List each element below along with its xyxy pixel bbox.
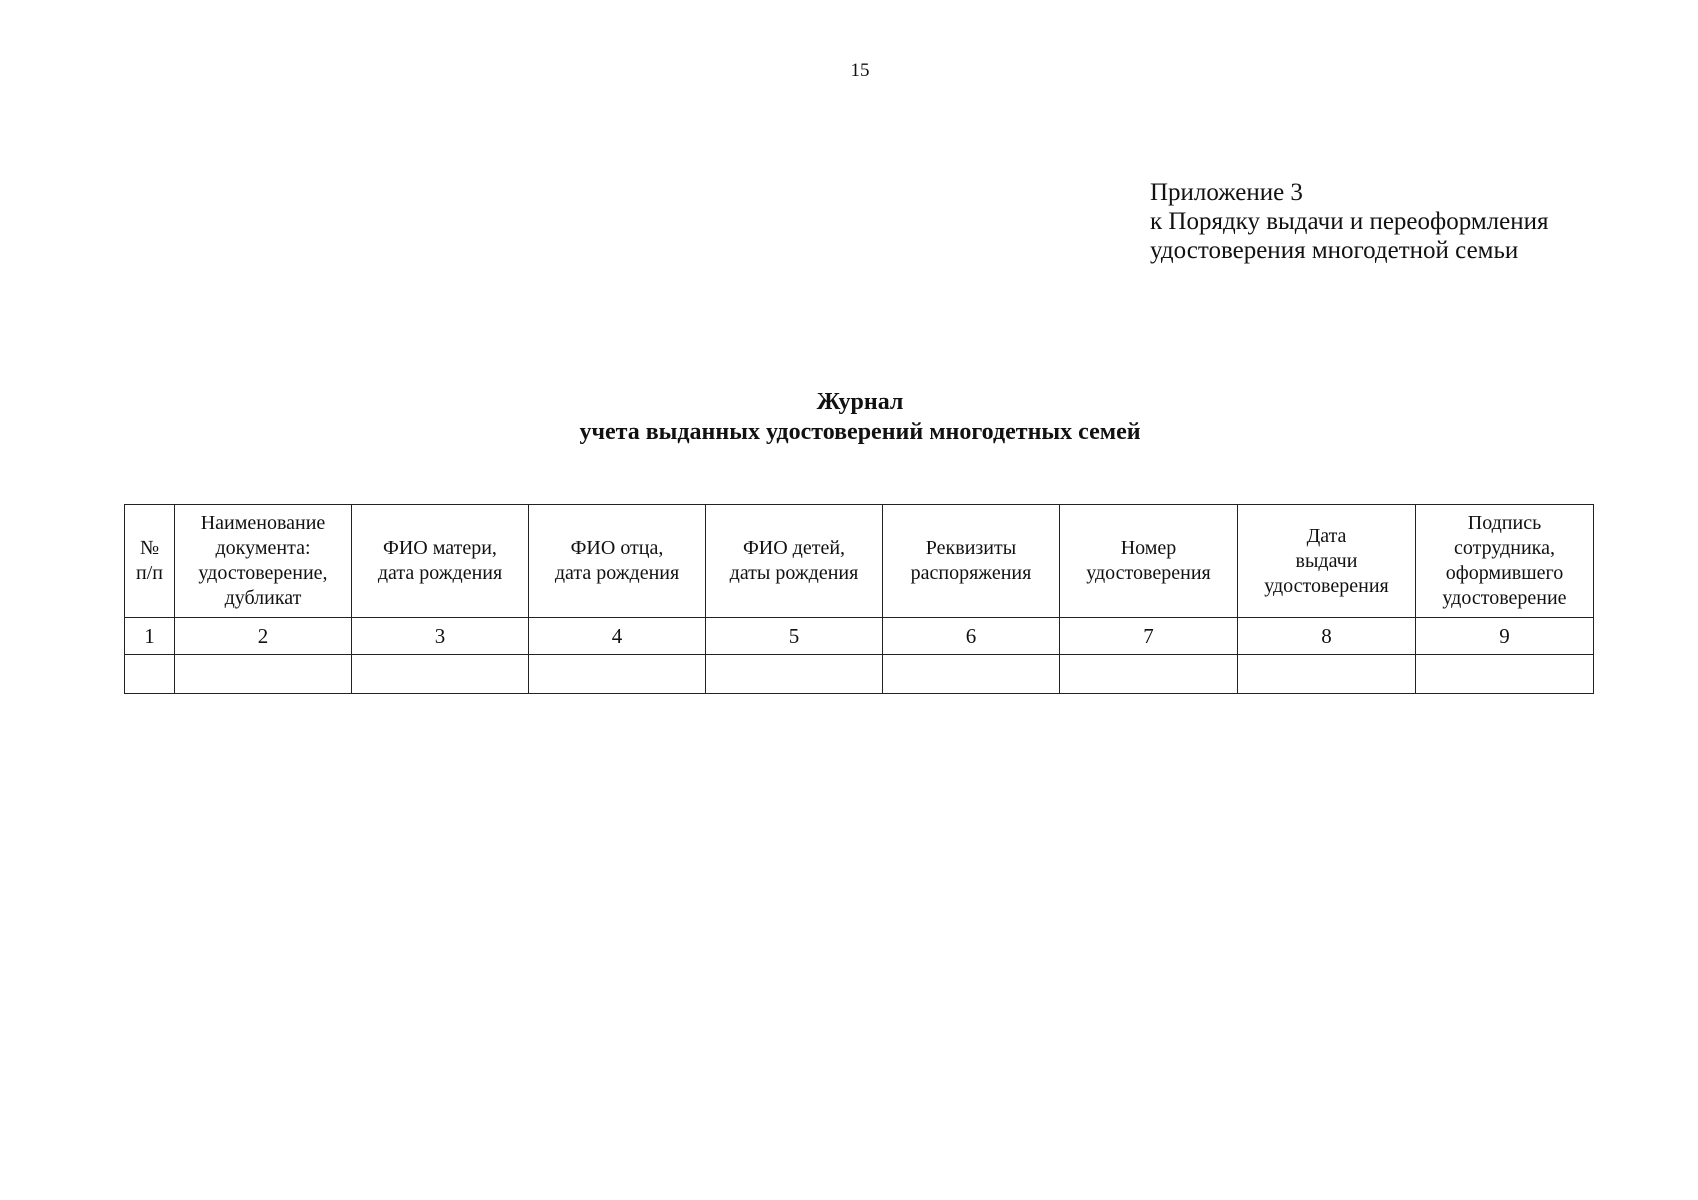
header-cell-document-name [175,505,352,618]
header-text: № п/п [136,537,163,584]
column-number-cell: 9 [1416,618,1594,655]
empty-cell [706,655,883,694]
header-cell-children [706,505,883,618]
appendix-line-2: к Порядку выдачи и переоформления [1150,208,1549,235]
empty-cell [1060,655,1238,694]
header-cell-mother [352,505,529,618]
empty-cell [352,655,529,694]
appendix-line-3: удостоверения многодетной семьи [1150,237,1519,264]
page-number: 15 [850,60,870,81]
empty-entry-row [125,655,1594,694]
header-cell-order-details [883,505,1060,618]
empty-cell [529,655,706,694]
header-row [125,505,1594,618]
column-number-cell: 8 [1238,618,1416,655]
column-number-cell: 7 [1060,618,1238,655]
column-number-cell: 1 [125,618,175,655]
header-cell-issue-date [1238,505,1416,618]
header-text: Реквизиты распоряжения [910,537,1032,584]
title-line-1: Журнал [816,389,904,415]
column-number-cell: 6 [883,618,1060,655]
header-cell-signature [1416,505,1594,618]
header-cell-number [125,505,175,618]
header-text: Наименование документа: удостоверение, дубликат [198,512,328,609]
empty-cell [175,655,352,694]
header-cell-certificate-number [1060,505,1238,618]
column-number-cell: 2 [175,618,352,655]
header-text: Подпись сотрудника, оформившего удостоверение [1442,512,1567,609]
header-text: Дата выдачи удостоверения [1264,524,1389,597]
empty-cell [1416,655,1594,694]
column-number-cell: 3 [352,618,529,655]
column-number-row [125,618,1594,655]
column-number-cell: 4 [529,618,706,655]
journal-table [124,504,1594,694]
document-title [0,387,1698,447]
header-cell-father [529,505,706,618]
empty-cell [1238,655,1416,694]
header-text: Номер удостоверения [1086,537,1211,584]
empty-cell [125,655,175,694]
empty-cell [883,655,1060,694]
appendix-line-1: Приложение 3 [1150,179,1303,206]
title-line-2: учета выданных удостоверений многодетных семей [579,419,1141,445]
header-text: ФИО детей, даты рождения [729,537,859,584]
column-number-cell: 5 [706,618,883,655]
header-text: ФИО отца, дата рождения [554,537,680,584]
header-text: ФИО матери, дата рождения [377,537,503,584]
appendix-block [1150,178,1549,265]
